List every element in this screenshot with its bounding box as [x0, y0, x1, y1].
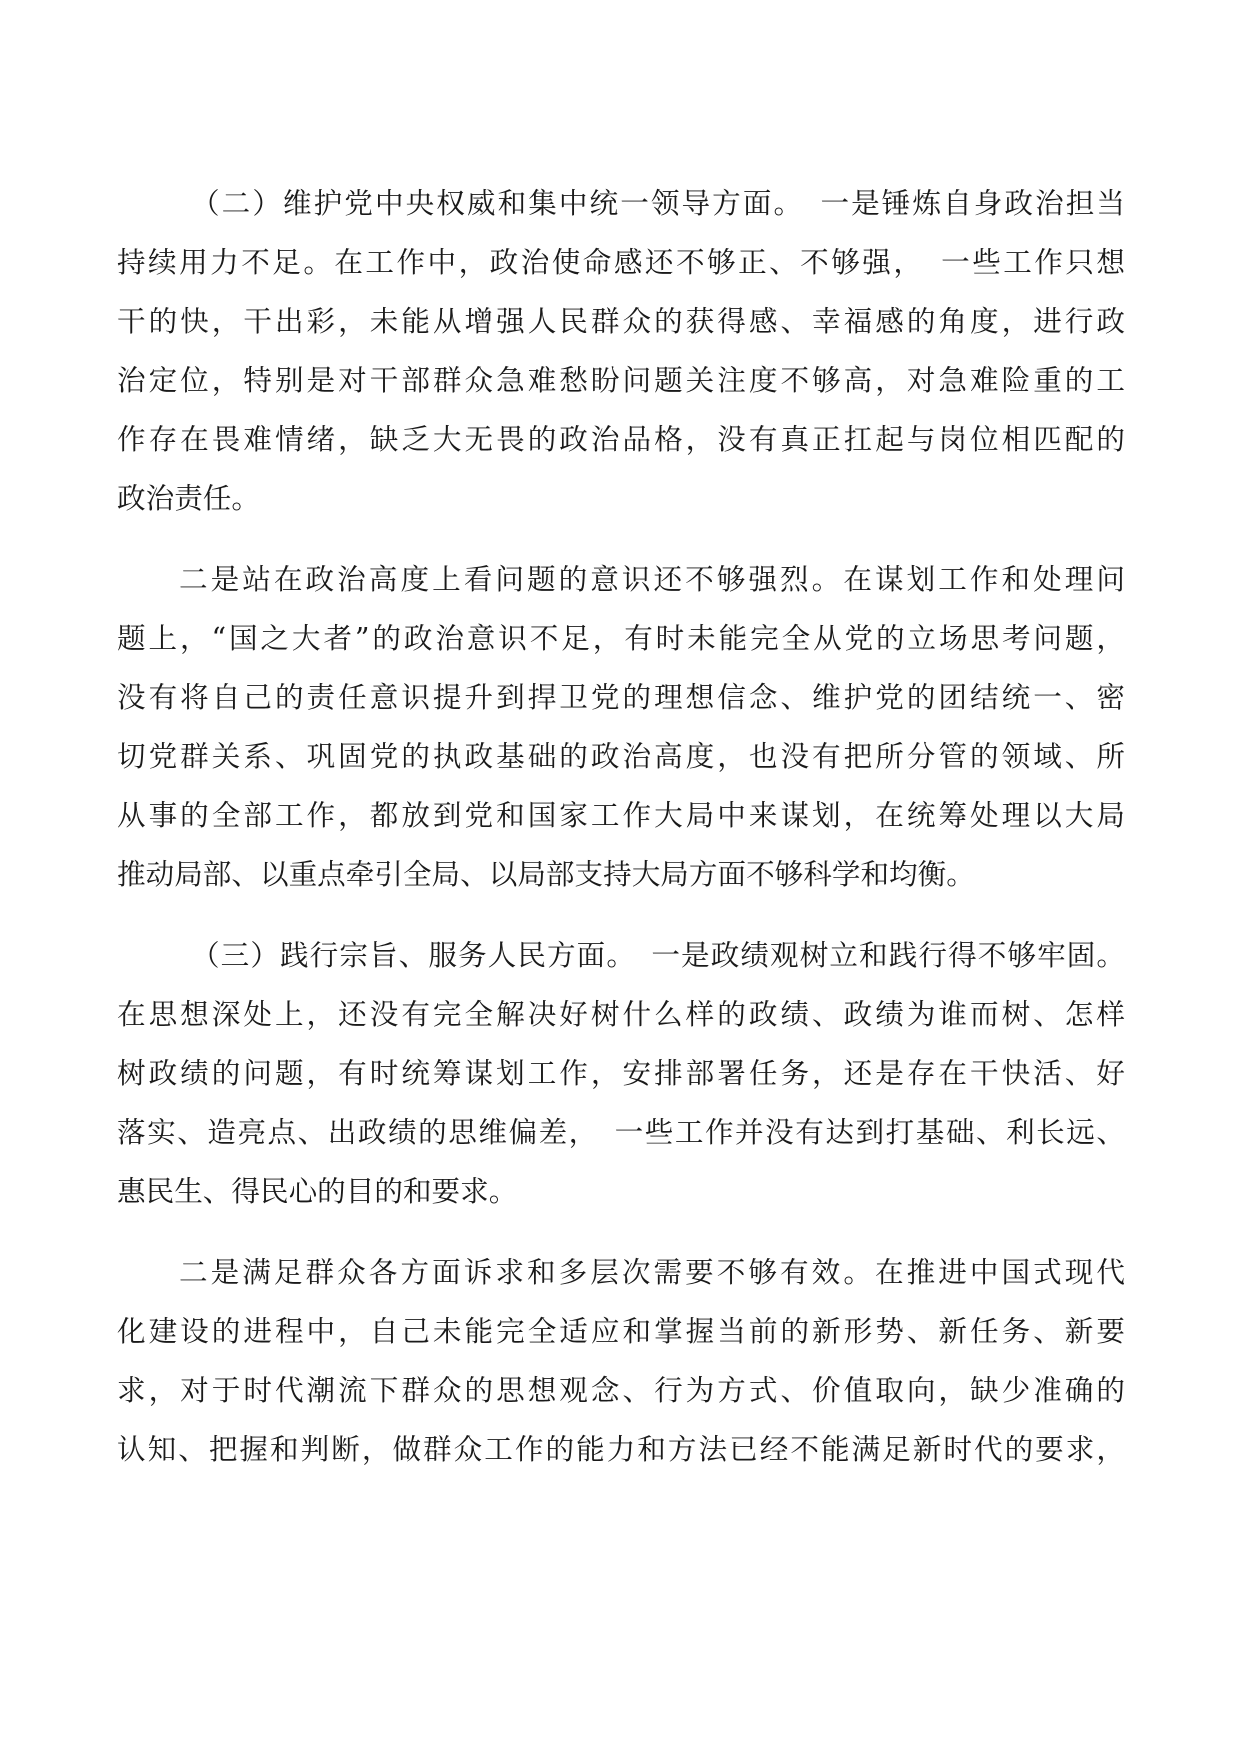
text-line: 题上，“国之大者”的政治意识不足，有时未能完全从党的立场思考问题， [117, 621, 1125, 655]
text-line: 干的快，干出彩，未能从增强人民群众的获得感、幸福感的角度，进行政 [117, 304, 1125, 338]
text-line: 认知、把握和判断，做群众工作的能力和方法已经不能满足新时代的要求， [117, 1432, 1125, 1466]
text-line: 化建设的进程中，自己未能完全适应和掌握当前的新形势、新任务、新要 [117, 1314, 1125, 1348]
text-line: （三）践行宗旨、服务人民方面。 一是政绩观树立和践行得不够牢固。 [191, 938, 1125, 972]
text-line: 二是站在政治高度上看问题的意识还不够强烈。在谋划工作和处理问 [179, 562, 1125, 596]
paragraph-section-three-item-one [117, 926, 1125, 1221]
paragraph-section-three-item-two [117, 1243, 1125, 1479]
text-line: 求，对于时代潮流下群众的思想观念、行为方式、价值取向，缺少准确的 [117, 1373, 1125, 1407]
text-line: 政治责任。 [117, 481, 260, 515]
text-line: 惠民生、得民心的目的和要求。 [117, 1174, 518, 1208]
text-line: 治定位，特别是对干部群众急难愁盼问题关注度不够高，对急难险重的工 [117, 363, 1125, 397]
text-line: 作存在畏难情绪，缺乏大无畏的政治品格，没有真正扛起与岗位相匹配的 [117, 422, 1125, 456]
text-line: 树政绩的问题，有时统筹谋划工作，安排部署任务，还是存在干快活、好 [117, 1056, 1125, 1090]
text-line: 落实、造亮点、出政绩的思维偏差， 一些工作并没有达到打基础、利长远、 [117, 1115, 1125, 1149]
text-line: 切党群关系、巩固党的执政基础的政治高度，也没有把所分管的领域、所 [117, 739, 1125, 773]
text-line: 没有将自己的责任意识提升到捍卫党的理想信念、维护党的团结统一、密 [117, 680, 1125, 714]
text-line: （二）维护党中央权威和集中统一领导方面。 一是锤炼自身政治担当 [191, 186, 1125, 220]
text-line: 在思想深处上，还没有完全解决好树什么样的政绩、政绩为谁而树、怎样 [117, 997, 1125, 1031]
text-line: 推动局部、以重点牵引全局、以局部支持大局方面不够科学和均衡。 [117, 857, 975, 891]
text-line: 从事的全部工作，都放到党和国家工作大局中来谋划，在统筹处理以大局 [117, 798, 1125, 832]
paragraph-section-two-item-two [117, 550, 1125, 904]
text-line: 持续用力不足。在工作中，政治使命感还不够正、不够强， 一些工作只想 [117, 245, 1125, 279]
paragraph-section-two-item-one [117, 174, 1125, 528]
text-line: 二是满足群众各方面诉求和多层次需要不够有效。在推进中国式现代 [179, 1255, 1125, 1289]
document-body [117, 174, 1125, 1501]
